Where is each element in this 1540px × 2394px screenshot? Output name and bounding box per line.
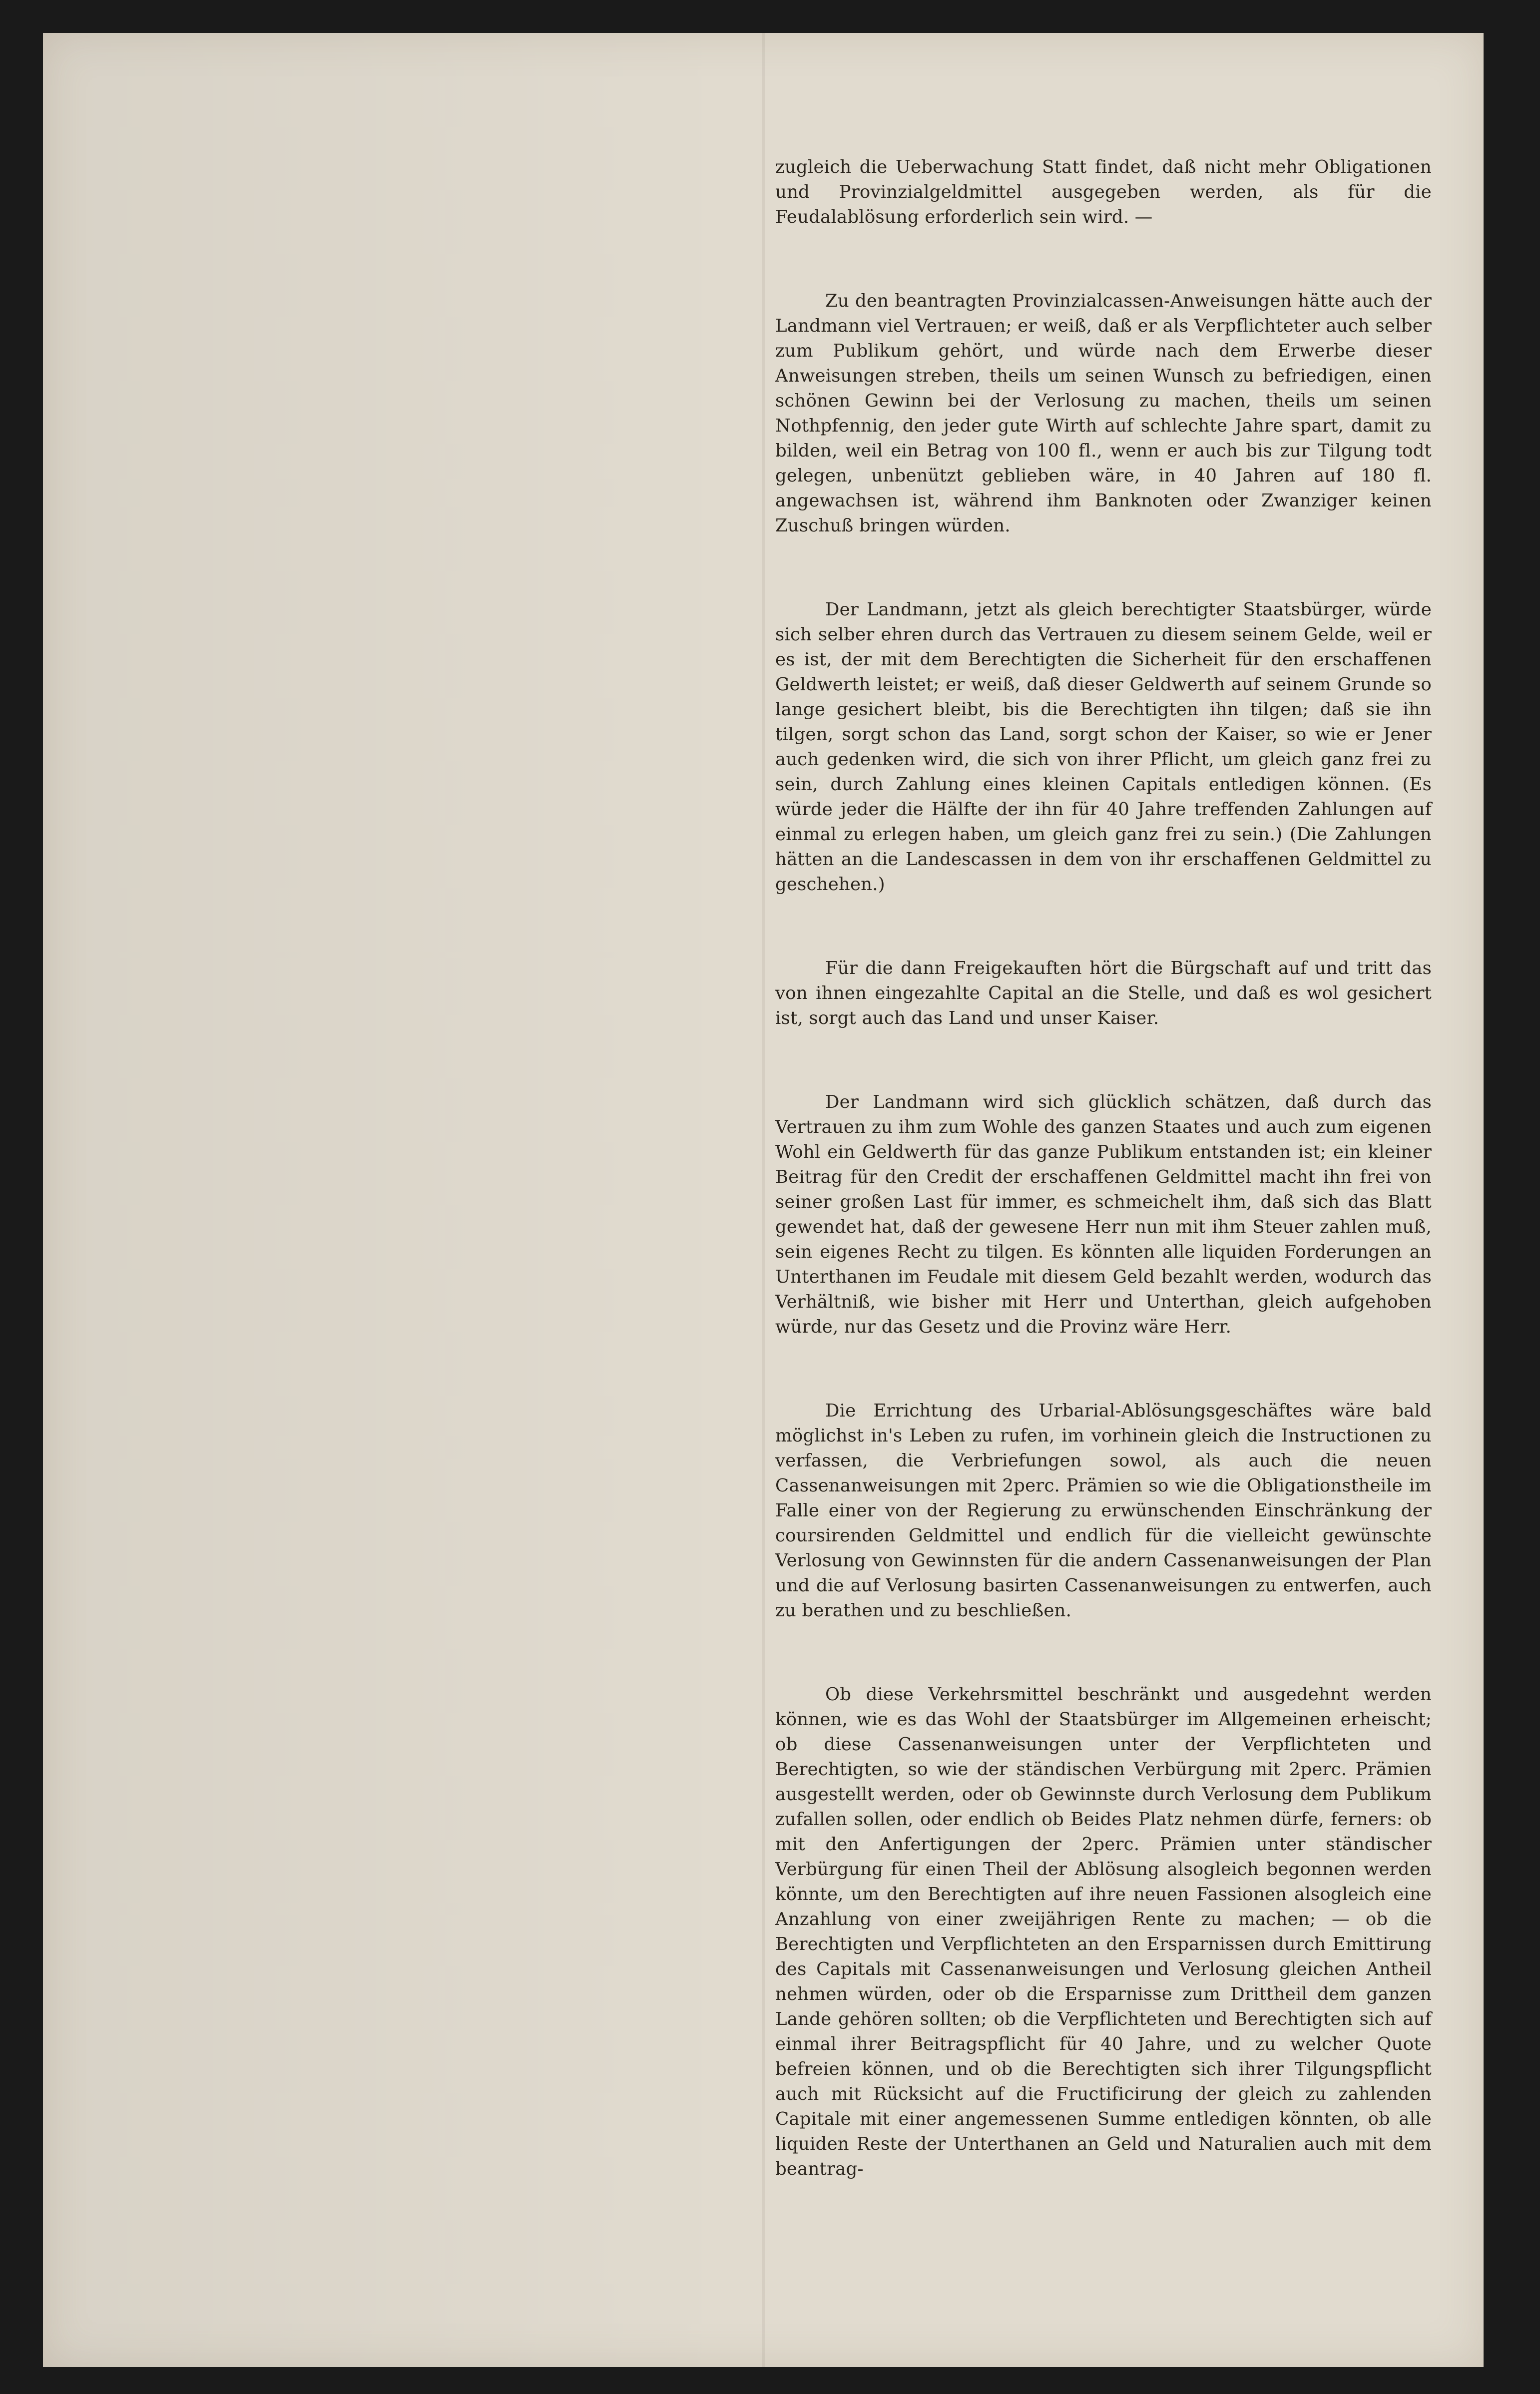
blank-left-half — [43, 33, 742, 2367]
paragraph-6: Die Errichtung des Urbarial-Ablösungsgeschäftes wäre bald möglichst in's Leben zu rufen, im vorhinein gleich die Instructionen zu verfassen, die Verbriefungen sowol, als auch die neuen Cassenanweisungen mit 2perc. Prämien so wie die Obligationstheile im Falle einer von der Regierung zu erwünschenden Einschränkung der coursirenden Geldmittel und endlich für die vielleicht gewünschte Verlosung von Gewinnsten für die andern Cassenanweisungen der Plan und die auf Verlosung basirten Cassenanweisungen zu entwerfen, auch zu berathen und zu beschließen. — [775, 1401, 1432, 1621]
paragraph-3: Der Landmann, jetzt als gleich berechtigter Staatsbürger, würde sich selber ehren durch das Vertrauen zu diesem seinem Gelde, weil er es ist, der mit dem Berechtigten die Sicherheit für den erschaffenen Geldwerth leistet; er weiß, daß dieser Geldwerth auf seinem Grunde so lange gesichert bleibt, bis die Berechtigten ihn tilgen; daß sie ihn tilgen, sorgt schon das Land, sorgt schon der Kaiser, so wie er Jener auch gedenken wird, die sich von ihrer Pflicht, um gleich ganz frei zu sein, durch Zahlung eines kleinen Capitals entledigen können. (Es würde jeder die Hälfte der ihn für 40 Jahre treffenden Zahlungen auf einmal zu erlegen haben, um gleich ganz frei zu sein.) (Die Zahlungen hätten an die Landescassen in dem von ihr erschaffenen Geldmittel zu geschehen.) — [775, 599, 1432, 895]
fold-crease — [762, 33, 765, 2367]
paragraph-5: Der Landmann wird sich glücklich schätzen, daß durch das Vertrauen zu ihm zum Wohle des ganzen Staates und auch zum eigenen Wohl ein Geldwerth für das ganze Publikum entstanden ist; ein kleiner Beitrag für den Credit der erschaffenen Geldmittel macht ihn frei von seiner großen Last für immer, es schmeichelt ihm, daß sich das Blatt gewendet hat, daß der gewesene Herr nun mit ihm Steuer zahlen muß, sein eigenes Recht zu tilgen. Es könnten alle liquiden Forderungen an Unterthanen im Feudale mit diesem Geld bezahlt werden, wodurch das Verhältniß, wie bisher mit Herr und Unterthan, gleich aufgehoben würde, nur das Gesetz und die Provinz wäre Herr. — [775, 1092, 1432, 1337]
paragraph-7: Ob diese Verkehrsmittel beschränkt und ausgedehnt werden können, wie es das Wohl der Staatsbürger im Allgemeinen erheischt; ob diese Cassenanweisungen unter der Verpflichteten und Berechtigten, so wie der ständischen Verbürgung mit 2perc. Prämien ausgestellt werden, oder ob Gewinnste durch Verlosung dem Publikum zufallen sollen, oder endlich ob Beides Platz nehmen dürfe, ferners: ob mit den Anfertigungen der 2perc. Prämien unter ständischer Verbürgung für einen Theil der Ablösung alsogleich begonnen werden könnte, um den Berechtigten auf ihre neuen Fassionen alsogleich eine Anzahlung von einer zweijährigen Rente zu machen; — ob die Berechtigten und Verpflichteten an den Ersparnissen durch Emittirung des Capitals mit Cassenanweisungen und Verlosung gleichen Antheil nehmen würden, oder ob die Ersparnisse zum Drittheil dem ganzen Lande gehören sollten; ob die Verpflichteten und Berechtigten sich auf einmal ihrer Beitragspflicht für 40 Jahre, und zu welcher Quote befreien können, und ob die Berechtigten sich ihrer Tilgungspflicht auch mit Rücksicht auf die Fructificirung der gleich zu zahlenden Capitale mit einer angemessenen Summe entledigen könnten, ob alle liquiden Reste der Unterthanen an Geld und Naturalien auch mit dem beantrag- — [775, 1684, 1432, 2179]
paragraph-1: zugleich die Ueberwachung Statt findet, daß nicht mehr Obligationen und Provinzialgeldmittel ausgegeben werden, als für die Feudalablösung erforderlich sein wird. — — [775, 157, 1432, 227]
text-column — [775, 155, 1432, 2182]
paragraph-4: Für die dann Freigekauften hört die Bürgschaft auf und tritt das von ihnen eingezahlte Capital an die Stelle, und daß es wol gesichert ist, sorgt auch das Land und unser Kaiser. — [775, 958, 1432, 1028]
paper-sheet — [43, 33, 1484, 2367]
paragraph-2: Zu den beantragten Provinzialcassen-Anweisungen hätte auch der Landmann viel Vertrauen; er weiß, daß er als Verpflichteter auch selber zum Publikum gehört, und würde nach dem Erwerbe dieser Anweisungen streben, theils um seinen Wunsch zu befriedigen, einen schönen Gewinn bei der Verlosung zu machen, theils um seinen Nothpfennig, den jeder gute Wirth auf schlechte Jahre spart, damit zu bilden, weil ein Betrag von 100 fl., wenn er auch bis zur Tilgung todt gelegen, unbenützt geblieben wäre, in 40 Jahren auf 180 fl. angewachsen ist, während ihm Banknoten oder Zwanziger keinen Zuschuß bringen würden. — [775, 291, 1432, 536]
